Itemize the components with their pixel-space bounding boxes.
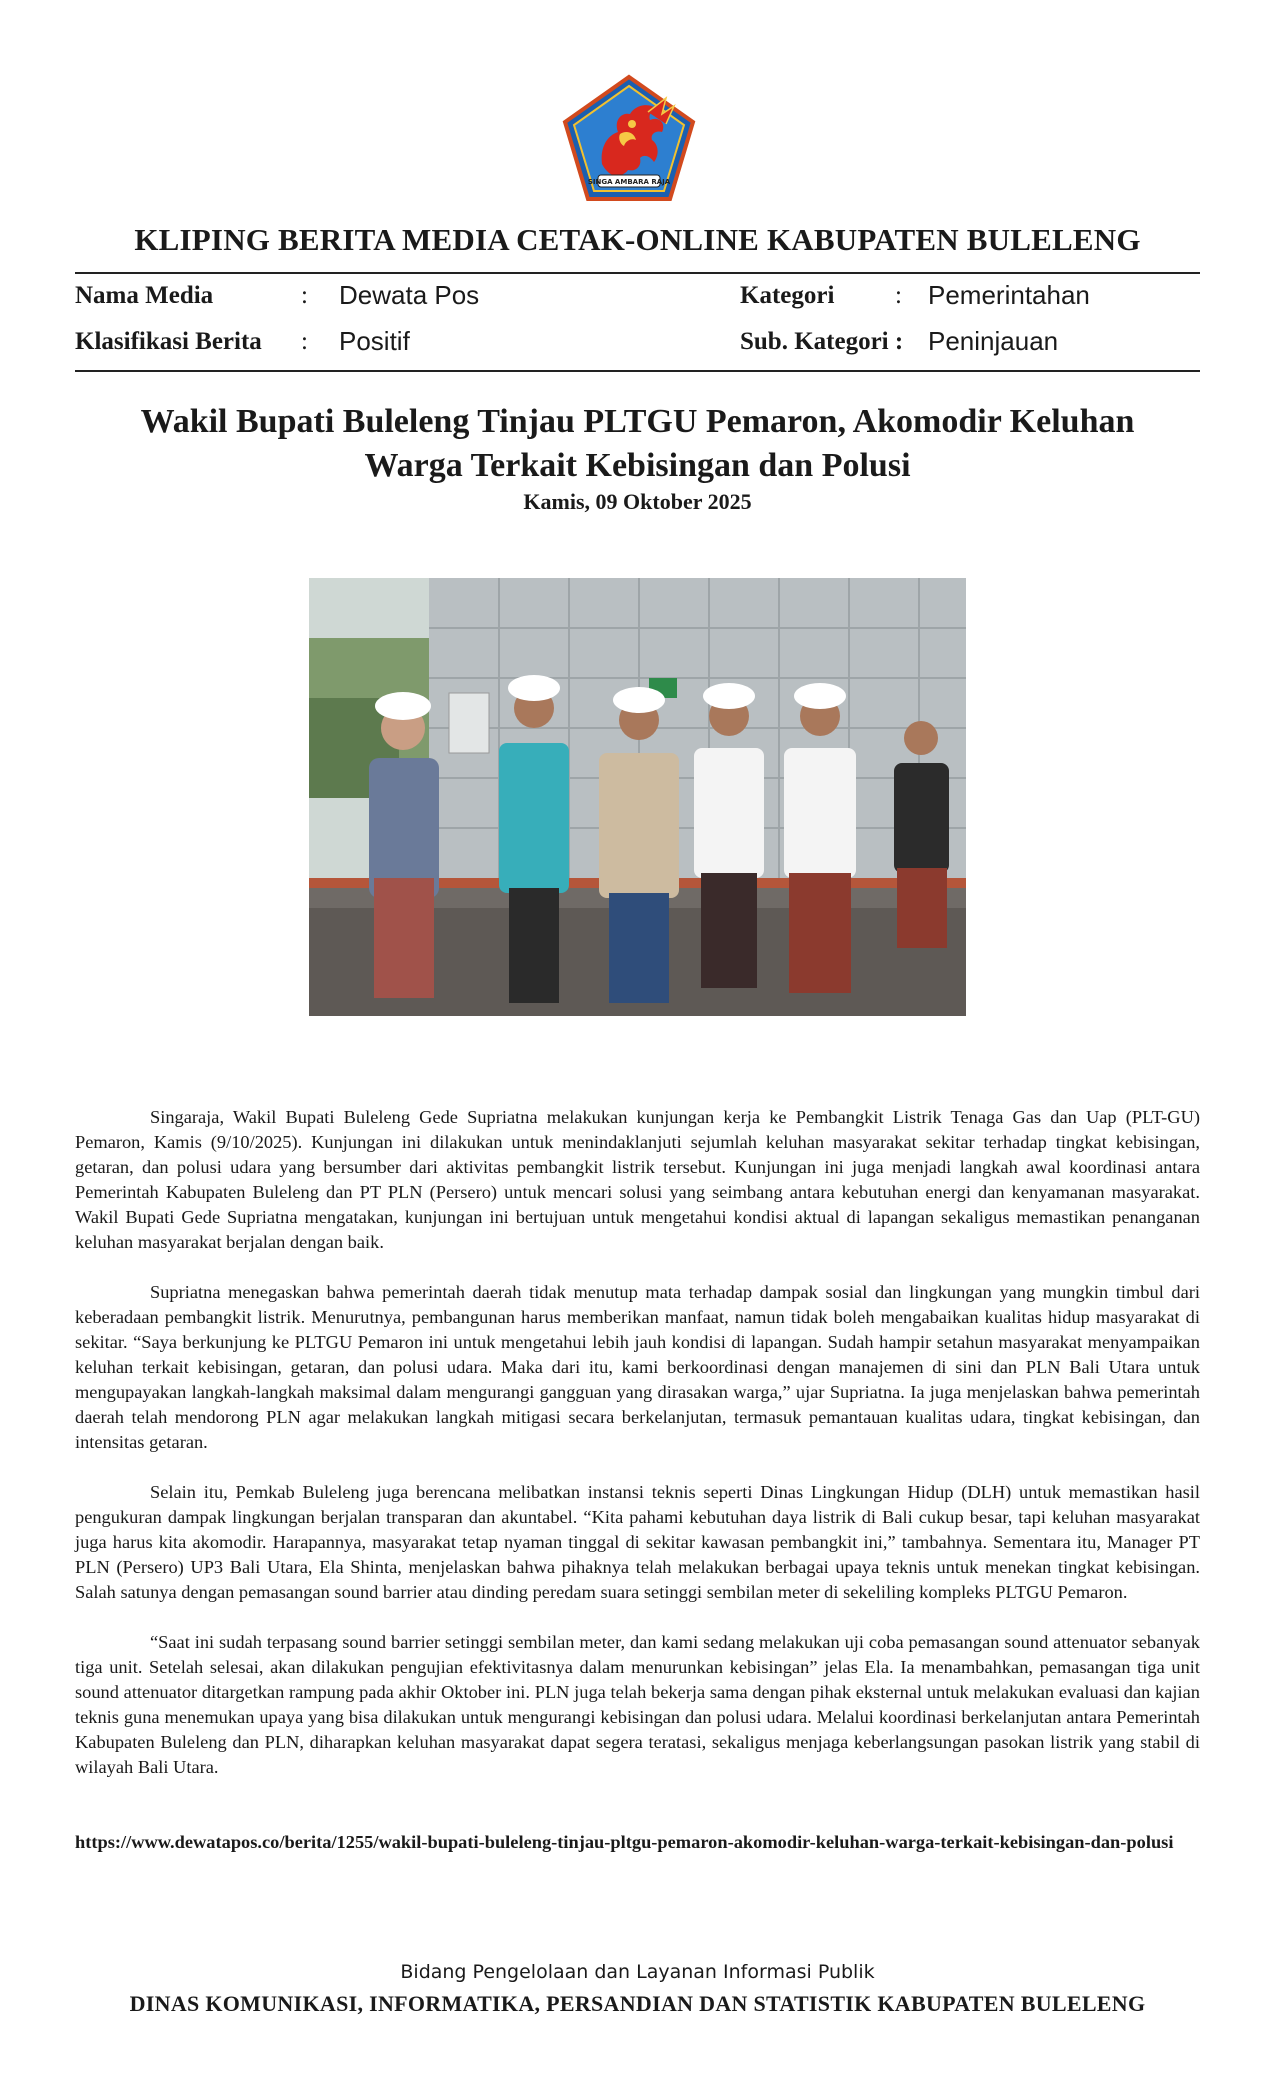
- media-label: Nama Media: [75, 282, 214, 309]
- buleleng-emblem-logo: [562, 74, 696, 202]
- source-url-link[interactable]: https://www.dewatapos.co/berita/1255/wakil-bupati-buleleng-tinjau-pltgu-pemaron-akomodir-keluhan-warga-terkait-kebisingan-dan-polusi: [75, 1832, 1174, 1852]
- article-paragraph-4: “Saat ini sudah terpasang sound barrier setinggi sembilan meter, dan kami sedang melakukan uji coba pemasangan sound attenuator sebanyak tiga unit. Setelah selesai, akan dilakukan pengujian efektivitasnya dalam menurunkan kebisingan” jelas Ela. Ia menambahkan, pemasangan tiga unit sound attenuator ditargetkan rampung pada akhir Oktober ini. PLN juga telah bekerja sama dengan pihak eksternal untuk melakukan evaluasi dan kajian teknis guna menemukan upaya yang bisa dilakukan untuk mengurangi kebisingan dan polusi udara. Melalui koordinasi berkelanjutan antara Pemerintah Kabupaten Buleleng dan PLN, diharapkan keluhan masyarakat dapat segera teratasi, sekaligus menjaga keberlangsungan pasokan listrik yang stabil di wilayah Bali Utara.: [75, 1632, 1200, 1777]
- subcategory-value: Peninjauan: [928, 326, 1059, 356]
- kliping-title: KLIPING BERITA MEDIA CETAK-ONLINE KABUPATEN BULELENG: [134, 222, 1141, 257]
- category-colon: :: [895, 282, 902, 309]
- meta-category: [740, 280, 1090, 310]
- article-photo: [309, 578, 966, 1016]
- footer-unit: Bidang Pengelolaan dan Layanan Informasi Publik: [400, 1961, 875, 1983]
- meta-media: [75, 280, 480, 310]
- headline-line-1: Wakil Bupati Buleleng Tinjau PLTGU Pemaron, Akomodir Keluhan: [140, 403, 1135, 440]
- article-headline: [75, 400, 1200, 488]
- article-paragraph-1: Singaraja, Wakil Bupati Buleleng Gede Supriatna melakukan kunjungan kerja ke Pembangkit Listrik Tenaga Gas dan Uap (PLT-GU) Pemaron, Kamis (9/10/2025). Kunjungan ini dilakukan untuk menindaklanjuti sejumlah keluhan masyarakat sekitar terhadap tingkat kebisingan, getaran, dan polusi udara yang bersumber dari aktivitas pembangkit listrik tersebut. Kunjungan ini juga menjadi langkah awal koordinasi antara Pemerintah Kabupaten Buleleng dan PT PLN (Persero) untuk mencari solusi yang seimbang antara kebutuhan energi dan kenyamanan masyarakat. Wakil Bupati Gede Supriatna mengatakan, kunjungan ini bertujuan untuk mengetahui kondisi aktual di lapangan sekaligus memastikan penanganan keluhan masyarakat berjalan dengan baik.: [75, 1107, 1200, 1252]
- footer-agency: DINAS KOMUNIKASI, INFORMATIKA, PERSANDIAN DAN STATISTIK KABUPATEN BULELENG: [129, 1991, 1146, 2016]
- article-paragraph-3: Selain itu, Pemkab Buleleng juga berencana melibatkan instansi teknis seperti Dinas Lingkungan Hidup (DLH) untuk memastikan hasil pengukuran dampak lingkungan berjalan transparan dan akuntabel. “Kita pahami kebutuhan daya listrik di Bali cukup besar, tapi keluhan masyarakat juga harus kita akomodir. Harapannya, masyarakat tetap nyaman tinggal di sekitar kawasan pembangkit ini,” tambahnya. Sementara itu, Manager PT PLN (Persero) UP3 Bali Utara, Ela Shinta, menjelaskan bahwa pihaknya telah melakukan berbagai upaya teknis untuk menekan tingkat kebisingan. Salah satunya dengan pemasangan sound barrier atau dinding peredam suara setinggi sembilan meter di sekeliling kompleks PLTGU Pemaron.: [75, 1482, 1200, 1602]
- meta-classification: [75, 326, 410, 356]
- news-photo-site-visit-icon: [309, 578, 966, 1016]
- header-rule-top: [75, 272, 1200, 274]
- header-rule-bottom: [75, 370, 1200, 372]
- article-date: Kamis, 09 Oktober 2025: [523, 489, 752, 514]
- category-value: Pemerintahan: [928, 280, 1090, 310]
- article-body: [75, 1105, 1200, 1805]
- headline-line-2: Warga Terkait Kebisingan dan Polusi: [364, 447, 911, 484]
- classification-colon: :: [301, 328, 308, 355]
- buleleng-regency-emblem-icon: [562, 74, 696, 202]
- article-paragraph-2: Supriatna menegaskan bahwa pemerintah daerah tidak menutup mata terhadap dampak sosial dan lingkungan yang mungkin timbul dari keberadaan pembangkit listrik. Menurutnya, pembangunan harus memberikan manfaat, namun tidak boleh mengabaikan kualitas hidup masyarakat di sekitar. “Saya berkunjung ke PLTGU Pemaron ini untuk mengetahui lebih jauh kondisi di lapangan. Sudah hampir setahun masyarakat menyampaikan keluhan terkait kebisingan, getaran, dan polusi udara. Maka dari itu, kami berkoordinasi dengan manajemen di sini dan PLN Bali Utara untuk mengupayakan langkah-langkah maksimal dalam mengurangi gangguan yang dirasakan warga,” ujar Supriatna. Ia juga menjelaskan bahwa pemerintah daerah telah mendorong PLN agar melakukan langkah mitigasi secara berkelanjutan, termasuk pemantauan kualitas udara, tingkat kebisingan, dan intensitas getaran.: [75, 1282, 1200, 1452]
- media-colon: :: [301, 282, 308, 309]
- classification-value: Positif: [339, 326, 410, 356]
- meta-subcategory: [740, 326, 1059, 356]
- media-value: Dewata Pos: [339, 280, 480, 310]
- classification-label: Klasifikasi Berita: [75, 328, 262, 355]
- emblem-motto: SINGA AMBARA RAJA: [587, 178, 671, 186]
- subcategory-label: Sub. Kategori :: [740, 328, 904, 355]
- category-label: Kategori: [740, 282, 835, 309]
